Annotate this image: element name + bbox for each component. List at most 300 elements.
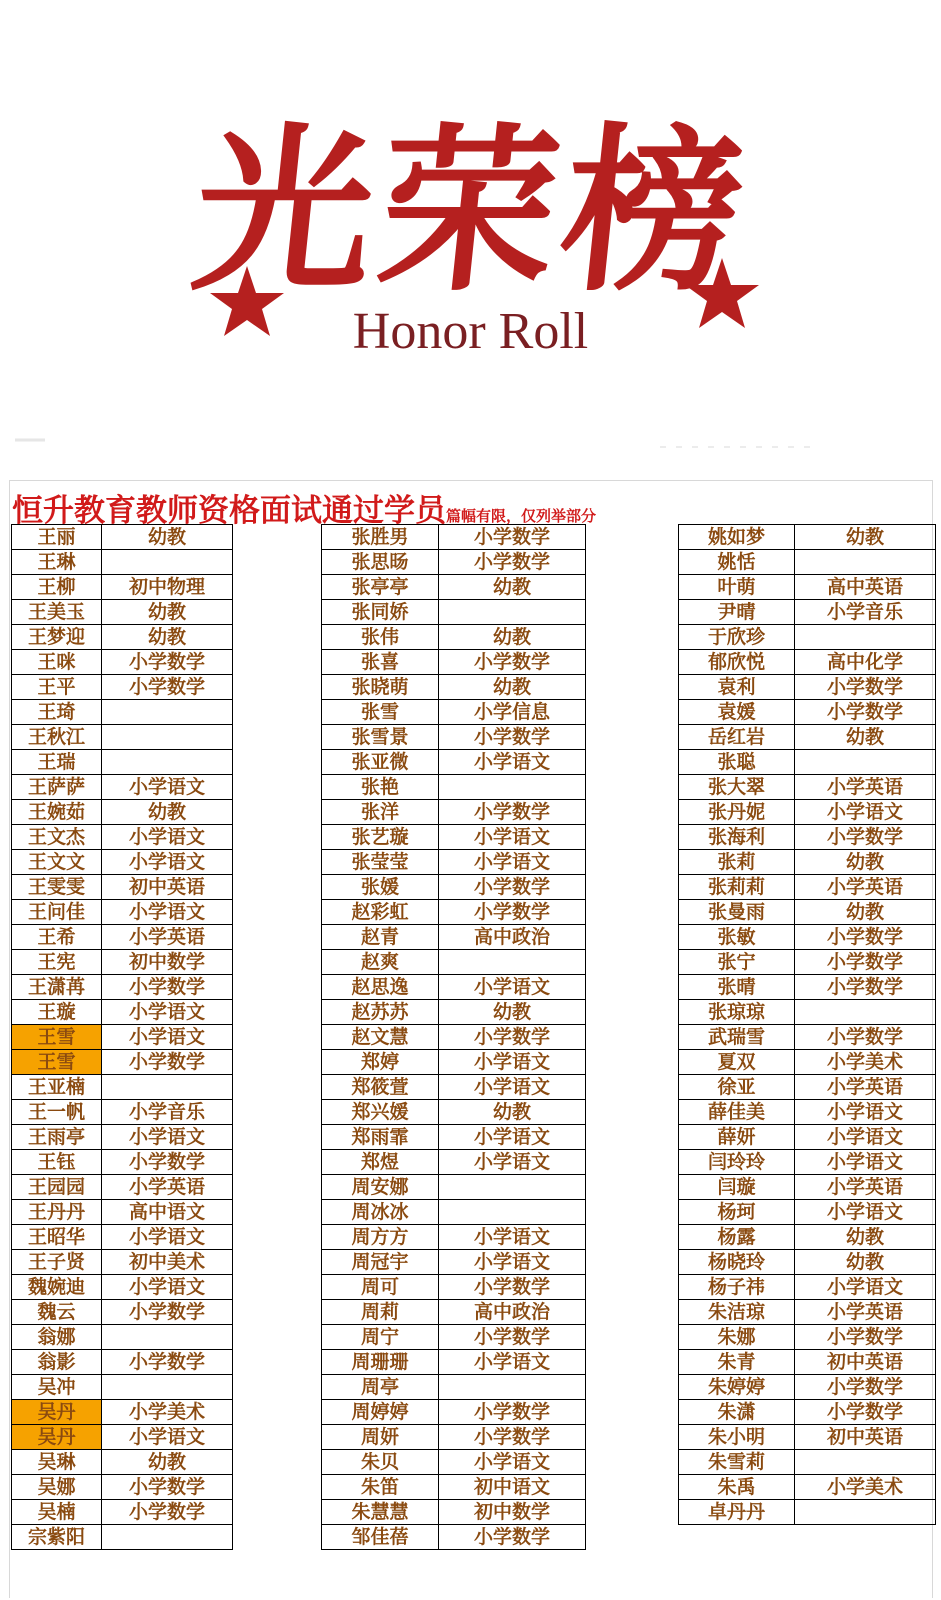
subject-cell: 幼教 [439,575,586,600]
student-name-cell: 张海利 [679,825,795,850]
student-name-cell: 王雪 [12,1025,102,1050]
table-row [322,1225,586,1250]
student-name-cell: 周安娜 [322,1175,439,1200]
subject-cell: 小学语文 [795,1200,936,1225]
student-name-cell: 张莉莉 [679,875,795,900]
subject-cell: 小学数学 [439,1025,586,1050]
subject-cell: 小学数学 [102,1050,233,1075]
student-name-cell: 张聪 [679,750,795,775]
subject-cell [795,625,936,650]
table-row [12,800,233,825]
table-row [679,575,936,600]
student-name-cell: 郑雨霏 [322,1125,439,1150]
student-name-cell: 郑煜 [322,1150,439,1175]
table-row [322,925,586,950]
student-name-cell: 闫玲玲 [679,1150,795,1175]
subject-cell: 初中数学 [439,1500,586,1525]
table-row [12,950,233,975]
table-row [322,1075,586,1100]
table-row [322,1325,586,1350]
student-name-cell: 宗紫阳 [12,1525,102,1550]
student-name-cell: 王萨萨 [12,775,102,800]
student-name-cell: 朱潇 [679,1400,795,1425]
table-row [322,525,586,550]
subject-cell: 小学数学 [439,725,586,750]
student-name-cell: 周方方 [322,1225,439,1250]
subject-cell: 小学数学 [795,1375,936,1400]
table-row [12,1050,233,1075]
subject-cell: 小学语文 [439,1125,586,1150]
subject-cell: 小学数学 [795,1400,936,1425]
table-row [679,1250,936,1275]
subject-cell: 小学数学 [102,650,233,675]
subject-cell [439,1175,586,1200]
subject-cell: 小学数学 [795,950,936,975]
subject-cell [795,1000,936,1025]
student-name-cell: 周婷婷 [322,1400,439,1425]
student-name-cell: 王美玉 [12,600,102,625]
student-name-cell: 王雯雯 [12,875,102,900]
student-name-cell: 周妍 [322,1425,439,1450]
subject-cell: 小学音乐 [102,1100,233,1125]
subject-cell [795,1450,936,1475]
table-row [12,1475,233,1500]
student-name-cell: 杨子祎 [679,1275,795,1300]
table-row [322,1525,586,1550]
subject-cell: 小学信息 [439,700,586,725]
subject-cell: 小学数学 [439,650,586,675]
table-row [322,750,586,775]
student-name-cell: 王梦迎 [12,625,102,650]
student-name-cell: 张亚微 [322,750,439,775]
table-row [322,1125,586,1150]
table-row [679,1025,936,1050]
subject-cell: 小学语文 [102,775,233,800]
subject-cell: 小学数学 [439,875,586,900]
subject-cell: 小学数学 [439,525,586,550]
subject-cell: 高中语文 [102,1200,233,1225]
subject-cell: 小学语文 [439,850,586,875]
table-row [12,1400,233,1425]
student-name-cell: 王希 [12,925,102,950]
subject-cell: 小学语文 [795,1100,936,1125]
table-row [679,1400,936,1425]
student-name-cell: 魏婉迪 [12,1275,102,1300]
table-row [322,825,586,850]
student-name-cell: 翁娜 [12,1325,102,1350]
subject-cell: 小学语文 [439,825,586,850]
student-name-cell: 闫璇 [679,1175,795,1200]
subject-cell [102,1075,233,1100]
table-row [679,650,936,675]
student-name-cell: 徐亚 [679,1075,795,1100]
subject-cell: 幼教 [439,1100,586,1125]
table-row [12,625,233,650]
subject-cell: 小学数学 [795,825,936,850]
table-row [12,700,233,725]
student-name-cell: 杨珂 [679,1200,795,1225]
student-name-cell: 赵爽 [322,950,439,975]
student-name-cell: 朱笛 [322,1475,439,1500]
student-name-cell: 张艳 [322,775,439,800]
student-name-cell: 张莹莹 [322,850,439,875]
subject-cell: 小学语文 [439,750,586,775]
subject-cell: 小学数学 [102,1150,233,1175]
subject-cell: 小学语文 [795,1275,936,1300]
subject-cell [102,550,233,575]
table-row [322,1350,586,1375]
table-row [12,600,233,625]
table-row [322,775,586,800]
student-name-cell: 王婉茹 [12,800,102,825]
student-name-cell: 吴丹 [12,1400,102,1425]
subject-cell: 幼教 [439,625,586,650]
student-name-cell: 魏云 [12,1300,102,1325]
subject-cell: 小学数学 [102,1300,233,1325]
table-row [322,625,586,650]
table-row [12,750,233,775]
table-row [679,1475,936,1500]
subject-cell: 小学语文 [795,1125,936,1150]
table-row [322,800,586,825]
student-name-cell: 赵彩虹 [322,900,439,925]
student-name-cell: 赵青 [322,925,439,950]
subject-cell: 小学英语 [795,775,936,800]
subject-cell: 高中政治 [439,925,586,950]
student-name-cell: 张雪景 [322,725,439,750]
subject-cell: 小学语文 [102,1225,233,1250]
student-name-cell: 王潇苒 [12,975,102,1000]
student-name-cell: 尹晴 [679,600,795,625]
subject-cell: 幼教 [102,1450,233,1475]
student-name-cell: 张亭亭 [322,575,439,600]
subject-cell: 小学语文 [102,825,233,850]
subject-cell: 幼教 [439,675,586,700]
student-name-cell: 张晴 [679,975,795,1000]
subject-cell: 小学语文 [795,800,936,825]
subject-cell: 小学数学 [102,1500,233,1525]
table-row [322,1450,586,1475]
subject-cell [795,550,936,575]
student-name-cell: 周珊珊 [322,1350,439,1375]
student-name-cell: 吴楠 [12,1500,102,1525]
roster-table-1 [11,524,233,1550]
subject-cell: 幼教 [795,1250,936,1275]
subject-cell: 初中英语 [102,875,233,900]
student-name-cell: 张思旸 [322,550,439,575]
student-name-cell: 王瑞 [12,750,102,775]
student-name-cell: 王一帆 [12,1100,102,1125]
subject-cell: 小学数学 [439,1400,586,1425]
subject-cell: 幼教 [795,900,936,925]
student-name-cell: 王文文 [12,850,102,875]
sheet-title-note: 篇幅有限，仅列举部分 [446,507,597,525]
table-row [12,1100,233,1125]
table-row [679,775,936,800]
table-row [322,1025,586,1050]
subject-cell [439,775,586,800]
student-name-cell: 姚恬 [679,550,795,575]
roster-table-2 [321,524,586,1550]
student-name-cell: 杨晓玲 [679,1250,795,1275]
table-row [12,1425,233,1450]
subject-cell: 小学数学 [439,1325,586,1350]
table-row [679,600,936,625]
table-row [322,975,586,1000]
table-row [322,1475,586,1500]
student-name-cell: 周莉 [322,1300,439,1325]
subject-cell: 小学数学 [439,1275,586,1300]
table-row [322,600,586,625]
subject-cell: 小学数学 [795,675,936,700]
subject-cell: 高中英语 [795,575,936,600]
subject-cell: 小学英语 [795,875,936,900]
student-name-cell: 朱慧慧 [322,1500,439,1525]
table-row [12,1125,233,1150]
student-name-cell: 朱婷婷 [679,1375,795,1400]
student-name-cell: 周宁 [322,1325,439,1350]
subject-cell: 小学美术 [102,1400,233,1425]
student-name-cell: 张雪 [322,700,439,725]
table-row [322,550,586,575]
subject-cell [439,600,586,625]
student-name-cell: 张晓萌 [322,675,439,700]
student-name-cell: 张莉 [679,850,795,875]
subject-cell: 小学语文 [439,975,586,1000]
table-row [12,1250,233,1275]
subject-cell: 幼教 [795,1225,936,1250]
table-row [12,975,233,1000]
table-row [679,1000,936,1025]
subject-cell: 幼教 [795,725,936,750]
student-name-cell: 张洋 [322,800,439,825]
student-name-cell: 夏双 [679,1050,795,1075]
table-row [679,1075,936,1100]
subject-cell: 小学数学 [439,800,586,825]
table-row [322,1300,586,1325]
table-row [679,1100,936,1125]
table-row [12,1025,233,1050]
subject-cell: 幼教 [102,800,233,825]
student-name-cell: 郁欣悦 [679,650,795,675]
subject-cell: 小学数学 [102,1350,233,1375]
student-name-cell: 吴丹 [12,1425,102,1450]
table-row [322,1000,586,1025]
student-name-cell: 朱雪莉 [679,1450,795,1475]
table-row [679,950,936,975]
table-row [322,575,586,600]
subject-cell: 小学语文 [439,1450,586,1475]
student-name-cell: 张喜 [322,650,439,675]
table-row [679,700,936,725]
student-name-cell: 王亚楠 [12,1075,102,1100]
student-name-cell: 朱洁琼 [679,1300,795,1325]
table-row [12,650,233,675]
student-name-cell: 赵文慧 [322,1025,439,1050]
subject-cell: 小学语文 [439,1050,586,1075]
subject-cell: 小学语文 [439,1150,586,1175]
student-name-cell: 卓丹丹 [679,1500,795,1525]
table-row [679,1500,936,1525]
table-row [12,550,233,575]
student-name-cell: 王柳 [12,575,102,600]
table-row [322,700,586,725]
subject-cell: 小学英语 [795,1175,936,1200]
table-row [322,950,586,975]
subject-cell: 小学英语 [795,1075,936,1100]
student-name-cell: 袁利 [679,675,795,700]
subject-cell: 小学数学 [102,675,233,700]
table-row [322,1375,586,1400]
student-name-cell: 王丹丹 [12,1200,102,1225]
subject-cell: 小学语文 [102,1125,233,1150]
subject-cell: 幼教 [102,625,233,650]
table-row [679,1425,936,1450]
table-row [679,525,936,550]
subject-cell [439,1375,586,1400]
subject-cell: 幼教 [795,525,936,550]
table-row [322,850,586,875]
subject-cell: 小学数学 [439,900,586,925]
table-row [12,775,233,800]
student-name-cell: 赵苏苏 [322,1000,439,1025]
table-row [322,1100,586,1125]
subject-cell: 高中化学 [795,650,936,675]
subject-cell [102,1325,233,1350]
subject-cell: 小学语文 [439,1075,586,1100]
subject-cell [102,1375,233,1400]
table-row [322,1400,586,1425]
subject-cell: 初中英语 [795,1350,936,1375]
student-name-cell: 张敏 [679,925,795,950]
student-name-cell: 张宁 [679,950,795,975]
subject-cell [102,700,233,725]
student-name-cell: 周亭 [322,1375,439,1400]
subject-cell: 小学语文 [795,1150,936,1175]
table-row [322,1150,586,1175]
table-row [679,725,936,750]
student-name-cell: 周可 [322,1275,439,1300]
subject-cell: 小学语文 [102,1425,233,1450]
subject-cell: 幼教 [439,1000,586,1025]
student-name-cell: 于欣珍 [679,625,795,650]
student-name-cell: 薛妍 [679,1125,795,1150]
subject-cell: 初中美术 [102,1250,233,1275]
table-row [12,1325,233,1350]
subject-cell [439,1200,586,1225]
table-row [12,1175,233,1200]
subject-cell: 小学数学 [795,1325,936,1350]
table-row [322,675,586,700]
table-row [322,1200,586,1225]
student-name-cell: 叶萌 [679,575,795,600]
student-name-cell: 王琦 [12,700,102,725]
subject-cell: 初中数学 [102,950,233,975]
table-row [322,1500,586,1525]
subject-cell: 小学数学 [795,700,936,725]
table-row [322,1250,586,1275]
table-row [679,1225,936,1250]
student-name-cell: 吴娜 [12,1475,102,1500]
table-row [679,1450,936,1475]
subject-cell [102,750,233,775]
table-row [679,1300,936,1325]
student-name-cell: 王璇 [12,1000,102,1025]
table-row [679,675,936,700]
table-row [12,1350,233,1375]
table-row [679,1125,936,1150]
student-name-cell: 张大翠 [679,775,795,800]
sheet-title-main: 恒升教育教师资格面试通过学员 [12,493,446,529]
subject-cell: 小学音乐 [795,600,936,625]
table-row [12,525,233,550]
student-name-cell: 张伟 [322,625,439,650]
table-row [12,1275,233,1300]
subject-cell [102,1525,233,1550]
table-row [679,1325,936,1350]
table-row [679,1275,936,1300]
table-row [679,750,936,775]
table-row [679,800,936,825]
table-row [679,625,936,650]
table-row [679,1150,936,1175]
student-name-cell: 吴冲 [12,1375,102,1400]
student-name-cell: 王雨亭 [12,1125,102,1150]
table-row [322,900,586,925]
subject-cell: 小学美术 [795,1050,936,1075]
table-row [679,1200,936,1225]
table-row [322,1425,586,1450]
subject-cell: 幼教 [795,850,936,875]
subject-cell: 小学数学 [795,975,936,1000]
student-name-cell: 朱小明 [679,1425,795,1450]
student-name-cell: 张艺璇 [322,825,439,850]
table-row [322,1050,586,1075]
table-row [12,1500,233,1525]
roster-table-3 [678,524,936,1525]
student-name-cell: 朱贝 [322,1450,439,1475]
subject-cell: 小学美术 [795,1475,936,1500]
table-row [679,825,936,850]
table-row [12,825,233,850]
subject-cell [795,750,936,775]
subject-cell: 小学英语 [795,1300,936,1325]
student-name-cell: 张丹妮 [679,800,795,825]
student-name-cell: 姚如梦 [679,525,795,550]
subject-cell: 初中物理 [102,575,233,600]
table-row [679,1175,936,1200]
subject-cell: 小学语文 [439,1225,586,1250]
subject-cell: 小学语文 [102,850,233,875]
student-name-cell: 王琳 [12,550,102,575]
student-name-cell: 张同娇 [322,600,439,625]
subject-cell: 小学数学 [439,550,586,575]
student-name-cell: 王昭华 [12,1225,102,1250]
student-name-cell: 张胜男 [322,525,439,550]
student-name-cell: 张媛 [322,875,439,900]
subject-cell [439,950,586,975]
table-row [12,1150,233,1175]
table-row [679,925,936,950]
table-row [12,675,233,700]
banner-title-cn: 光荣榜 [184,108,759,315]
table-row [12,900,233,925]
table-row [679,900,936,925]
student-name-cell: 王秋江 [12,725,102,750]
subject-cell: 小学语文 [439,1350,586,1375]
table-row [679,875,936,900]
table-row [12,575,233,600]
